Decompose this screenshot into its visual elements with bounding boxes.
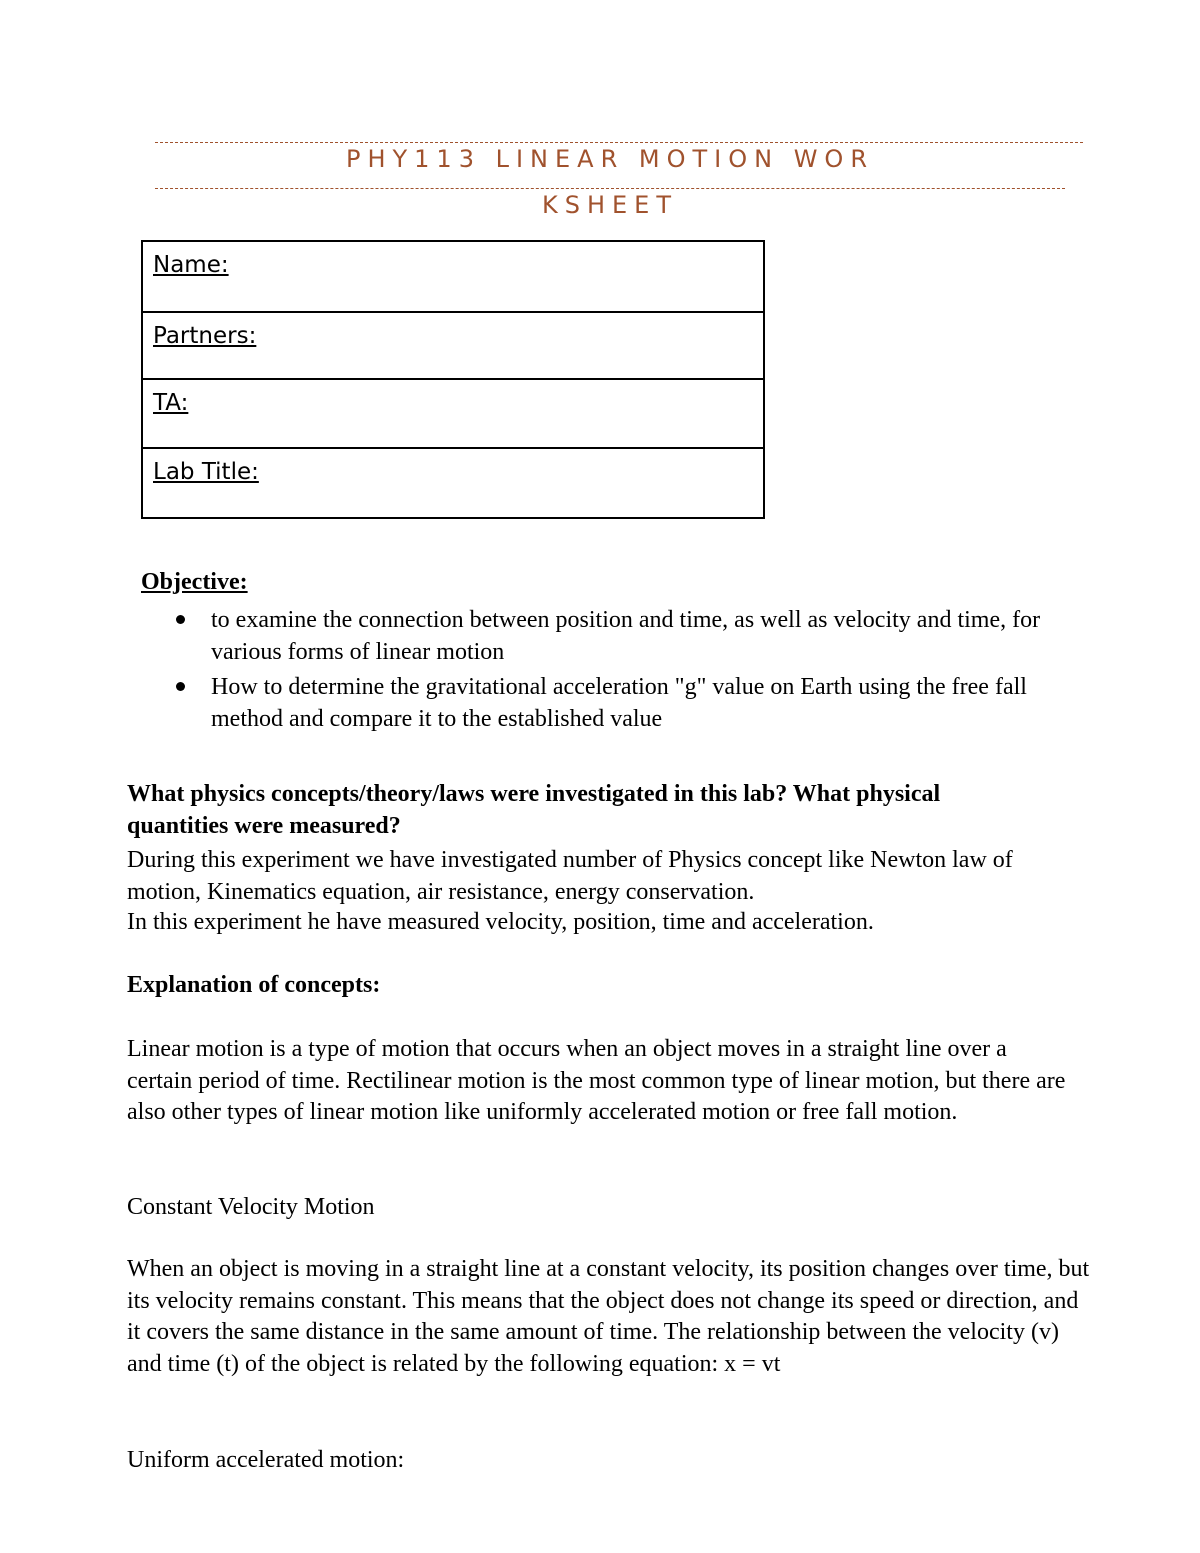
- title-line-1: PHY113 LINEAR MOTION WOR: [345, 145, 874, 173]
- objective-item-text: to examine the connection between position and time, as well as velocity and time, for various forms of linear motion: [211, 607, 1041, 665]
- title-line-2: KSHEET: [541, 191, 678, 219]
- ta-row[interactable]: [143, 380, 763, 449]
- title-rule-middle: [155, 188, 1065, 189]
- title-rule-top: [155, 142, 1083, 143]
- lab-title-row[interactable]: [143, 449, 763, 517]
- objective-item: [211, 672, 1081, 735]
- explanation-heading: Explanation of concepts:: [127, 972, 381, 998]
- bullet-icon: [176, 615, 185, 624]
- name-row[interactable]: [143, 242, 763, 313]
- question-answer-1: During this experiment we have investigated number of Physics concept like Newton law of motion, Kinematics equation, air resistance, energy conservation.: [127, 847, 1013, 905]
- ta-label: TA:: [153, 390, 189, 416]
- partners-label: Partners:: [153, 323, 257, 349]
- uniform-accel-heading: Uniform accelerated motion:: [127, 1447, 405, 1473]
- objective-list: [211, 605, 1081, 739]
- constant-velocity-heading: Constant Velocity Motion: [127, 1194, 375, 1220]
- name-label: Name:: [153, 252, 229, 278]
- objective-item: [211, 605, 1081, 668]
- objective-item-text: How to determine the gravitational acceleration "g" value on Earth using the free fall method and compare it to the established value: [211, 674, 1027, 732]
- bullet-icon: [176, 682, 185, 691]
- explanation-intro: Linear motion is a type of motion that occurs when an object moves in a straight line over a certain period of time. Rectilinear motion is the most common type of linear motion, but there are also other types of linear motion like uniformly accelerated motion or free fall motion.: [127, 1036, 1066, 1125]
- question-heading: What physics concepts/theory/laws were investigated in this lab? What physical quantities were measured?: [127, 781, 941, 839]
- objective-label: Objective:: [141, 569, 248, 595]
- partners-row[interactable]: [143, 313, 763, 380]
- lab-title-label: Lab Title:: [153, 459, 259, 485]
- question-answer-2: In this experiment he have measured velocity, position, time and acceleration.: [127, 909, 874, 935]
- constant-velocity-text: When an object is moving in a straight line at a constant velocity, its position changes over time, but its velocity remains constant. This means that the object does not change its speed or direction, and it covers the same distance in the same amount of time. The relationship between the velocity (v) and time (t) of the object is related by the following equation: x = vt: [127, 1256, 1090, 1377]
- student-info-table: [141, 240, 765, 519]
